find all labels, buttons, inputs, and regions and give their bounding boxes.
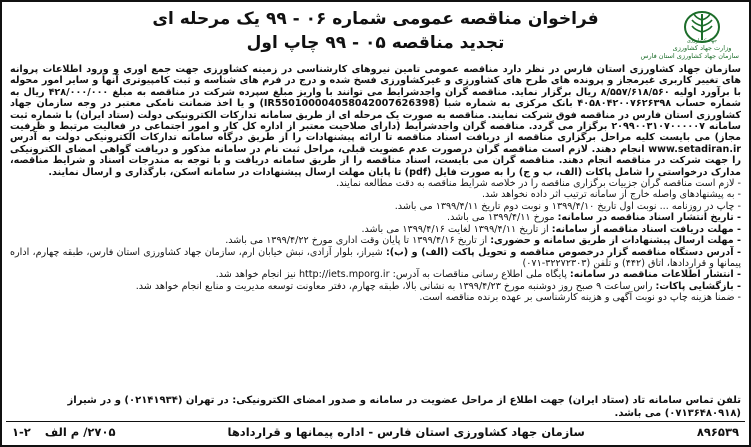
item-document-deadline [10,224,741,235]
item-text: راس ساعت ۹ صبح روز دوشنبه مورخ ۱۳۹۹/۴/۲۳ به نشانی بالا، طبقه چهارم، دفتر معاونت توسعه مدیریت و منابع انجام خواهد شد. [135,280,656,292]
logo-subtitle-1: وزارت جهاد کشاورزی [672,44,732,52]
logo-subtitle-2: سازمان جهاد کشاورزی استان فارس [640,52,739,60]
item-publish-date [10,212,741,223]
item-label: - مهلت دریافت اسناد مناقصه از سامانه: [551,223,741,235]
item-label: - انتشار اطلاعات مناقصه در سامانه: [569,269,741,281]
footer-page: ۱-۲ [12,424,31,439]
footer-organization: سازمان جهاد کشاورزی استان فارس - اداره پیمانها و قراردادها [227,424,585,439]
item-text: از تاریخ ۱۳۹۹/۴/۱۶ تا پایان وقت اداری مورخ ۱۳۹۹/۴/۲۲ می باشد. [225,235,491,247]
item-text: پایگاه ملی اطلاع رسانی مناقصات به آدرس: http://iets.mporg.ir نیز انجام خواهد شد. [215,269,570,281]
item-submission-deadline [10,235,741,246]
bullet-3: - چاپ در روزنامه ... نوبت اول تاریخ ۱۳۹۹/۴/۱۰ و نوبت دوم تاریخ ۱۳۹۹/۴/۱۱ می باشد. [394,200,741,212]
contact-info: تلفن تماس سامانه تاد (ستاد ایران) جهت اطلاع از مراحل عضویت در سامانه و صدور امضای الکترونیکی: در تهران (۰۲۱۴۱۹۳۴) و در شیراز (۰۷۱۳۶۴۸۰۹۱۸) می باشد. [67,395,741,419]
notice-footer [6,421,745,441]
bullet-1: - لازم است مناقصه گران جزییات برگزاری مناقصه را در خلاصه شرایط مناقصه به دقت مطالعه نمایند. [336,178,741,190]
item-label: - تاریخ انتشار اسناد مناقصه در سامانه: [557,212,741,224]
notice-title [92,7,659,55]
intro-paragraph: سازمان جهاد کشاورزی استان فارس در نظر دارد مناقصه عمومی تامین نیروهای کارشناسی در زمینه کشاورزی جهت جمع آوری و ورود اطلاعات پروانه های تغییر کاربری غیرمجاز و پرونده های طرح های کشاورزی و غیرکشاورزی فسخ شده و درج در فرم های شناسه و ثبت کامپیوتری آنها و سایر امور محوله با برآورد اولیه ۸/۵۵۷/۶۱۸/۵۶۰ ریال برگزار نماید. مناقصه گران واجدشرایط می توانند با واریز مبلغ سپرده شرکت در مناقصه به مبلغ ۴۲۸/۰۰۰/۰۰۰ ریال به شماره حساب ۴۰۵۸۰۴۲۰۰۷۶۲۶۳۹۸ بانک مرکزی به شماره شبا (IR550100004058042007626398) و یا اخذ ضمانت نامکی معتبر در وجه سازمان جهاد کشاورزی استان فارس در مناقصه فوق شرکت نمایند. مناقصه به صورت یک مرحله ای از طریق سامانه تدارکات الکترونیکی دولت (ستاد ایران) با شماره ثبت سامانه ۲۰۹۹۰۰۳۱۰۷۰۰۰۰۰۷ برگزار می گردد. مناقصه گران واجدشرایط (دارای صلاحیت معتبر از اداره کل کار و امور اجتماعی در فعالیت مرتبط و ظرفیت مجاز) می بایست کلیه مراحل برگزاری مناقصه از دریافت اسناد مناقصه تا ارائه پیشنهادات را از طریق درگاه سامانه تدارکات الکترونیکی دولت به آدرس www.setadiran.ir انجام دهند. لازم است مناقصه گران درصورت عدم عضویت قبلی، مراحل ثبت نام در سامانه مذکور و دریافت گواهی امضای الکترونیکی را جهت شرکت در مناقصه انجام دهند. مناقصه گران می بایست، اسناد مناقصه را از طریق سامانه دریافت و با توجه به مندرجات اسناد و شرایط مناقصه، مدارک درخواستی را شامل پاکات (الف، ب و ج) را به صورت فایل (pdf) تا پایان مهلت ارسال پیشنهادات در سامانه اسکن، بارگذاری و ارسال نمایند. [10,64,741,178]
title-line-2: تجدید مناقصه ۰۵ - ۹۹ چاپ اول [246,33,505,53]
footer-code: ۸۹۶۵۳۹ [696,424,739,439]
item-text: شیراز، بلوار آزادی، نبش خیابان ارم، سازمان جهاد کشاورزی استان فارس، طبقه چهارم، اداره پیمانها و قراردادها، اتاق (۴۴۲) و تلفن (۳۲۲۷۲۳۰۳-۰۷۱) [10,246,741,269]
notice-body [10,64,741,394]
bullet-2: - به پیشنهادهای واصله خارج از سامانه ترتیب اثر داده نخواهد شد. [481,189,741,201]
item-label: - آدرس دستگاه مناقصه گزار درخصوص مناقصه و تحویل پاکت (الف) و (ب): [385,246,741,258]
closing-note: - ضمنا هزینه چاپ دو نوبت آگهی و هزینه کارشناسی بر عهده برنده مناقصه است. [419,292,741,304]
title-line-1: فراخوان مناقصه عمومی شماره ۰۶ - ۹۹ یک مرحله ای [152,9,599,29]
organization-logo [640,8,739,64]
logo-name: جهاد کشاورزی [686,38,718,44]
item-address [10,247,741,270]
item-label: - مهلت ارسال پیشنهادات از طریق سامانه و حضوری: [490,235,741,247]
item-publication [10,269,741,280]
item-opening [10,281,741,292]
item-label: - بازگشایی پاکات: [655,280,741,292]
item-text: از تاریخ ۱۳۹۹/۴/۱۱ لغایت ۱۳۹۹/۴/۱۶ می باشد. [361,223,552,235]
item-text: مورخ ۱۳۹۹/۴/۱۱ می باشد. [447,212,558,224]
footer-reference: ۲۷۰۵/ م الف [44,424,116,439]
wheat-emblem-icon [682,8,722,44]
